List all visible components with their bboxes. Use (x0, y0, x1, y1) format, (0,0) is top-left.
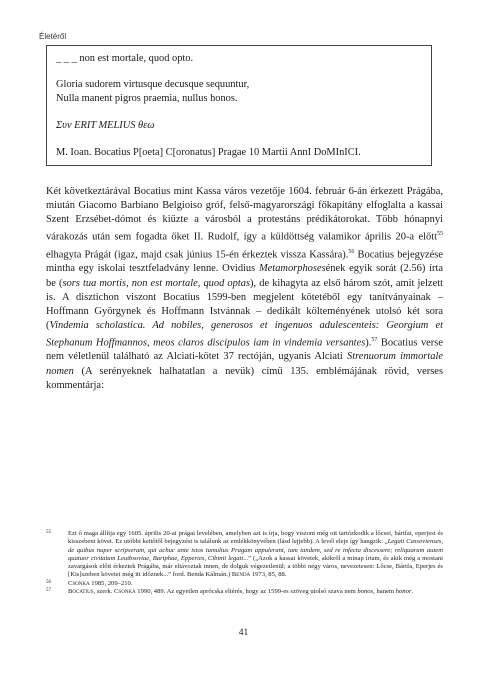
footnote-latin-quote: Legati Cassovienses, de quibus nuper scripseram, qui achuc ante istos tumultus Pragam appulerant, iam tandem, sed re infecta discessere; reliquarum autem quatuor civitatum Leutbsoviae, Bartphae, Epperies, Cibinii legati (68, 538, 443, 562)
body-paragraph (46, 185, 443, 393)
footnote-number: 56 (46, 579, 51, 585)
footnote-text: 1990, 489. Az egyetlen aprócska eltérés, hogy az 1599-es szöveg utolsó szava nem (135, 588, 358, 596)
author-name: Benda (231, 571, 251, 579)
quote-line-ovid: _ _ _ non est mortale, quod opto. (56, 53, 194, 64)
footnote-text: , hanem (373, 588, 396, 596)
latin-word: honor (395, 588, 412, 596)
quote-line-distich-1: Gloria sudorem virtusque decusque sequuntur, (56, 79, 250, 90)
author-name: Csonka (114, 588, 136, 596)
author-name: Csonka (68, 579, 90, 587)
footnote-text: ...” („Azok a kassai követek, akikről a minap írtam, és akik még a mostani zavargások előtt érkeztek Prágába, már eltávoztak innen, de dolguk végezetlenül; a többi négy város, nevezetesen: Lőcse, Bártfa, Eperjes és [Kis]szeben követei még itt időznek...” ford. Benda Kálmán.) (68, 554, 443, 579)
body-text-segment: ének egyik sorát (2.56) írta be ( (46, 263, 444, 289)
body-text-segment: Bocatius bejegyzése mintha egy iskolai tesztfeladvány lenne. Ovidius (46, 249, 443, 275)
footnote-text: Ezt ő maga állítja egy 1605. április 20-ai prágai levelében, amelyben azt is írja, hogy viszont még ott tartózkodik a lőcsei, bártfai, eperjesi és kisszebeni követ. Ez utóbbi kettőtől bejegyzést is találunk az emlékkönyvében (lásd lejjebb). A levél eleje így hangzik: „ (68, 530, 443, 546)
page-number: 41 (238, 628, 249, 638)
footnotes (46, 530, 443, 596)
running-head: Életéről (39, 32, 67, 41)
body-text-segment: ). (365, 337, 372, 349)
title-vindemia-scholastica: Vindemia scholastica. Ad nobiles, generosos et ingenuos adulescenteis: Georgium et Stephanum Hoffmannos, meos claros discipulos iam in vindemia versantes (46, 319, 443, 349)
footnote-56 (46, 580, 443, 588)
latin-quote: sors tua mortis, non est mortale, quod optas (62, 277, 251, 289)
footnote-57 (46, 588, 443, 596)
emblem-title: Strenuorum immortale nomen (46, 351, 443, 377)
footnote-ref-57[interactable]: 57 (371, 336, 378, 343)
quote-box (46, 45, 432, 166)
title-metamorphoses: Metamorphoses (258, 263, 326, 275)
footnote-ref-55[interactable]: 55 (437, 231, 443, 238)
body-text-segment: ), de kihagyta az első három szót, amit jelzett is. A disztichon viszont Bocatius 1599-ben megjelent kötetéből egy tanítványainak – Hoffmann Györgynek és Hoffmann Istvánnak – dedikált költeményének utolsó két sora ( (46, 277, 443, 331)
latin-word: bonos (357, 588, 374, 596)
footnote-number: 55 (46, 530, 51, 535)
body-text-segment: Bocatius verse nem véletlenül található az Alciati-kötet 37 rectóján, ugyanis Alciati (46, 337, 443, 363)
footnote-text: , szerk. (93, 588, 115, 596)
quote-line-signature: M. Ioan. Bocatius P[oeta] C[oronatus] Pragae 10 Martii AnnI DoMInICI. (56, 147, 361, 158)
quote-line-distich-2: Nulla manent pigros praemia, nullus honos. (56, 93, 238, 104)
footnote-text: . (411, 588, 414, 596)
footnote-ref-56[interactable]: 56 (348, 248, 355, 255)
footnote-text: 1973, 85, 88. (250, 571, 287, 579)
quote-line-motto: Συν ERIT MELIUS θεω (56, 120, 155, 131)
footnote-55 (46, 530, 443, 580)
footnote-text: 1985, 209–210. (89, 579, 133, 587)
author-name: Bocatius (68, 588, 94, 596)
body-text-segment: (A serényeknek halhatatlan a nevük) című 135. emblémájának rövid, verses kommentárja: (46, 365, 443, 391)
footnote-number: 57 (46, 588, 51, 594)
body-text-segment: Két következtárával Bocatius mint Kassa város vezetője 1604. február 6-án érkezett Prágába, miután Giacomo Barbiano Belgioiso gróf, felső-magyarországi főkapitány elfoglalta a kassai Szent Erzsébet-dómot és kiűzte a városból a protestáns prédikátorokat. Több hónapnyi várakozás után sem fogadta őket II. Rudolf, így a küldöttség valamikor április 20-a előtt (46, 186, 443, 243)
body-text-segment: elhagyta Prágát (igaz, majd csak június 15-én érkeztek vissza Kassára). (46, 249, 349, 261)
